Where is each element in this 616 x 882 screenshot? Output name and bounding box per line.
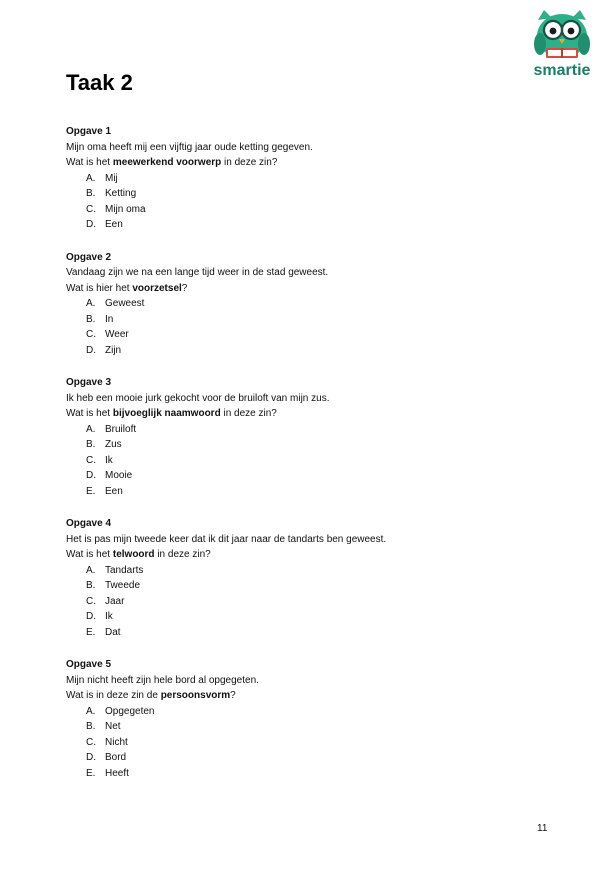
exercise-heading: Opgave 5	[66, 659, 112, 670]
answer-option	[66, 719, 566, 735]
exercise-question	[66, 547, 566, 563]
exercise-heading: Opgave 1	[66, 126, 112, 137]
option-text: Ik	[105, 611, 113, 622]
answer-option	[66, 468, 566, 484]
option-letter: D.	[86, 752, 96, 763]
option-text: Bruiloft	[105, 423, 137, 435]
option-letter: C.	[86, 329, 96, 340]
option-text: Zijn	[105, 344, 122, 356]
option-text: Geweest	[105, 298, 145, 309]
answer-option	[66, 453, 566, 469]
question-text: Wat is het	[66, 408, 113, 419]
option-letter: A.	[86, 298, 96, 309]
answer-options	[66, 171, 566, 233]
option-letter: C.	[86, 203, 96, 215]
answer-options	[66, 296, 566, 358]
exercise-heading: Opgave 4	[66, 518, 112, 529]
exercise-question	[66, 406, 566, 422]
answer-option	[66, 202, 566, 218]
option-text: Mooie	[105, 470, 133, 481]
answer-option	[66, 625, 566, 641]
option-letter: E.	[86, 626, 96, 638]
option-text: Bord	[105, 752, 127, 763]
exercise-sentence: Mijn nicht heeft zijn hele bord al opgegeten.	[66, 674, 259, 686]
question-keyword: meewerkend voorwerp	[112, 157, 222, 168]
exercise-4	[66, 516, 566, 640]
exercise-sentence: Ik heb een mooie jurk gekocht voor de bruiloft van mijn zus.	[66, 392, 330, 404]
question-text: Wat is hier het	[66, 282, 133, 294]
exercise-question	[66, 281, 566, 297]
answer-option	[66, 186, 566, 202]
option-text: Net	[105, 721, 121, 732]
page-number: 11	[537, 823, 548, 834]
option-letter: A.	[86, 172, 96, 184]
answer-option	[66, 422, 566, 438]
exercise-sentence: Mijn oma heeft mij een vijftig jaar oude ketting gegeven.	[66, 141, 313, 153]
option-text: Mij	[105, 172, 118, 184]
option-letter: C.	[86, 595, 96, 607]
answer-options	[66, 563, 566, 641]
option-text: Ketting	[105, 188, 137, 199]
option-letter: D.	[86, 470, 96, 481]
option-letter: D.	[86, 611, 96, 622]
question-text: in deze zin?	[221, 157, 278, 168]
answer-option	[66, 312, 566, 328]
option-text: Tweede	[105, 580, 141, 591]
exercise-question	[66, 155, 566, 171]
option-text: Nicht	[105, 736, 128, 748]
option-letter: D.	[86, 344, 96, 356]
option-letter: C.	[86, 454, 96, 466]
question-text: in deze zin?	[154, 549, 211, 560]
answer-option	[66, 594, 566, 610]
answer-option	[66, 171, 566, 187]
option-letter: B.	[86, 188, 96, 199]
answer-option	[66, 343, 566, 359]
answer-option	[66, 437, 566, 453]
option-text: Ik	[105, 454, 113, 466]
answer-option	[66, 217, 566, 233]
option-letter: B.	[86, 313, 96, 325]
exercise-2	[66, 250, 566, 359]
option-letter: B.	[86, 439, 96, 450]
answer-option	[66, 750, 566, 766]
exercise-5	[66, 657, 566, 781]
exercise-question	[66, 688, 566, 704]
question-text: Wat is het	[66, 157, 113, 168]
answer-option	[66, 609, 566, 625]
option-letter: E.	[86, 485, 96, 497]
question-text: ?	[230, 690, 236, 701]
option-text: In	[105, 313, 114, 325]
option-letter: B.	[86, 580, 96, 591]
option-letter: D.	[86, 219, 96, 230]
option-text: Zus	[105, 439, 122, 450]
option-letter: E.	[86, 767, 96, 779]
exercise-3	[66, 375, 566, 499]
question-text: Wat is het	[66, 549, 113, 560]
exercise-heading: Opgave 3	[66, 377, 112, 388]
option-text: Een	[105, 219, 123, 230]
answer-option	[66, 296, 566, 312]
question-keyword: voorzetsel	[132, 282, 182, 294]
option-text: Dat	[105, 626, 121, 638]
owl-icon	[526, 10, 598, 62]
answer-option	[66, 704, 566, 720]
option-letter: B.	[86, 721, 96, 732]
exercise-list	[66, 124, 566, 798]
logo-text: smartie	[533, 62, 591, 79]
option-text: Heeft	[105, 767, 129, 779]
question-text: ?	[181, 282, 188, 294]
option-text: Opgegeten	[105, 705, 155, 717]
exercise-sentence: Vandaag zijn we na een lange tijd weer in de stad geweest.	[66, 267, 329, 278]
option-text: Jaar	[105, 595, 125, 607]
question-text: in deze zin?	[220, 408, 277, 419]
answer-option	[66, 735, 566, 751]
option-text: Een	[105, 485, 123, 497]
question-keyword: telwoord	[112, 549, 155, 560]
option-letter: A.	[86, 705, 96, 717]
option-text: Mijn oma	[105, 203, 146, 215]
option-letter: A.	[86, 423, 96, 435]
answer-option	[66, 563, 566, 579]
answer-options	[66, 704, 566, 782]
question-keyword: bijvoeglijk naamwoord	[112, 408, 221, 419]
question-keyword: persoonsvorm	[160, 690, 231, 701]
option-text: Weer	[105, 329, 129, 340]
page-title: Taak 2	[66, 70, 133, 95]
option-letter: C.	[86, 736, 96, 748]
answer-options	[66, 422, 566, 500]
exercise-1	[66, 124, 566, 233]
answer-option	[66, 578, 566, 594]
answer-option	[66, 766, 566, 782]
question-text: Wat is in deze zin de	[66, 690, 161, 701]
answer-option	[66, 484, 566, 500]
option-letter: A.	[86, 564, 96, 576]
option-text: Tandarts	[105, 564, 144, 576]
exercise-heading: Opgave 2	[66, 251, 112, 263]
smartie-logo	[526, 10, 598, 82]
exercise-sentence: Het is pas mijn tweede keer dat ik dit jaar naar de tandarts ben geweest.	[66, 533, 387, 545]
answer-option	[66, 327, 566, 343]
